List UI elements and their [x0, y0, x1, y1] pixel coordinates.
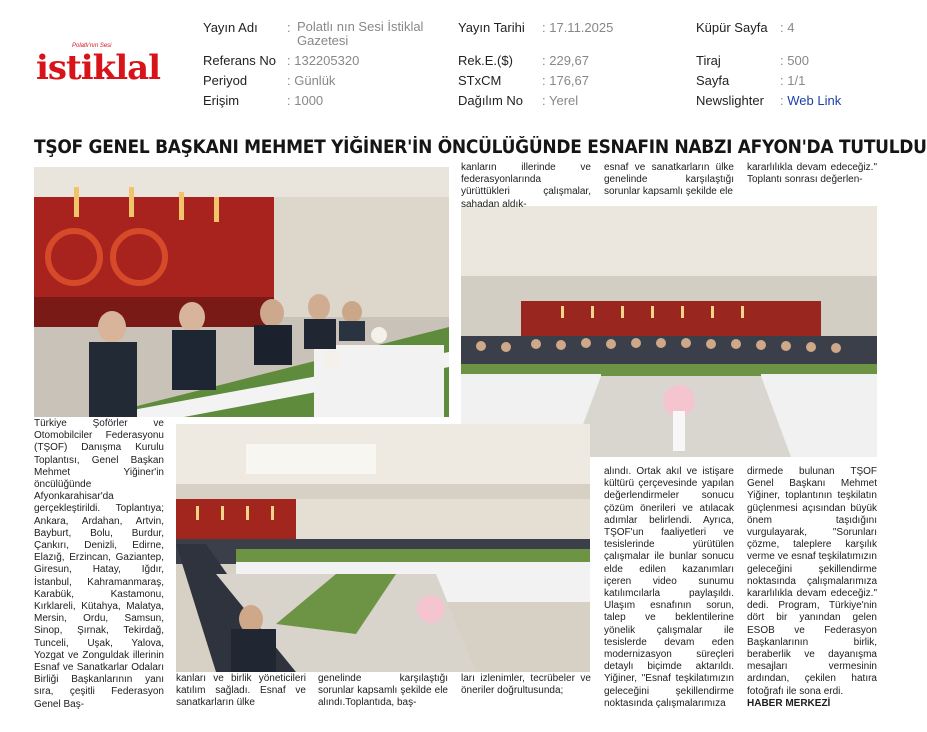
photo-head-table — [34, 167, 449, 417]
periyod-label: Periyod — [203, 73, 248, 88]
article-column-1: Türkiye Şoförler ve Otomobilciler Federasyonu (TŞOF) Danışma Kurulu Toplantısı, Genel Başkan Mehmet Yiğiner'in öncülüğünde Afyonkarahisar'da gerçekleştirildi. Toplantıya; Ankara, Ardahan, Artvin, Bayburt, Bolu, Burdur, Çankırı, Denizli, Edirne, Elazığ, Erzincan, Gaziantep, Giresun, Hatay, Iğdır, İstanbul, Kahramanmaraş, Karabük, Kastamonu, Kırklareli, Kütahya, Malatya, Mersin, Ordu, Samsun, Sinop, Şırnak, Tekirdağ, Tunceli, Uşak, Yalova, Yozgat ve Zonguldak illerinin Esnaf ve Sanatkarlar Odaları Birliği Başkanlarının yanı sıra, çeşitli Federasyon Genel Baş- — [34, 418, 164, 710]
web-link[interactable]: Web Link — [787, 93, 842, 108]
article-column-5: alındı. Ortak akıl ve istişare kültürü çerçevesinde yapılan değerlendirmeler sonucu çözüm önerileri ve atılacak adımlar belirlendi. Ayrıca, TŞOF'un faaliyetleri ve tesislerinde yürütülen çalışmalar ile bunlar sonucu elde edilen kazanımları içeren video sunumu katılımcılarla paylaşıldı. Ulaşım esnafının sorun, talep ve beklentilerine yönelik çalışmalar ile tesislerde devam eden modernizasyon süreçleri detaylı biçimde aktarıldı. Yiğiner, "Esnaf teşkilatımızın geleceğini şekillendirme noktasında çalışmalarımıza — [604, 466, 734, 709]
article-column-3-bottom: genelinde karşılaştığı sorunlar kapsamlı şekilde ele alındı.Toplantıda, baş- — [318, 673, 448, 709]
stxcm-label: STxCM — [458, 73, 502, 88]
tiraj-value: 500 — [787, 53, 809, 68]
article-headline: TŞOF GENEL BAŞKANI MEHMET YİĞİNER'İN ÖNCÜLÜĞÜNDE ESNAFIN NABZI AFYON'DA TUTULDU — [34, 137, 927, 158]
tiraj-label: Tiraj — [696, 53, 721, 68]
kupur-sayfa-label: Küpür Sayfa — [696, 20, 768, 35]
referans-no-value: 132205320 — [294, 53, 360, 68]
article-column-3-top: esnaf ve sanatkarların ülke genelinde karşılaştığı sorunlar kapsamlı şekilde ele — [604, 162, 734, 198]
rek-e-value: 229,67 — [549, 53, 589, 68]
logo-tagline: Polatlı'nın Sesi — [72, 43, 112, 49]
kupur-sayfa-value: 4 — [787, 20, 795, 35]
stxcm-value: 176,67 — [549, 73, 589, 88]
article-column-2-bottom: kanları ve birlik yöneticileri katılım sağladı. Esnaf ve sanatkarların ülke — [176, 673, 306, 709]
photo-meeting-room — [176, 424, 590, 672]
photo-conference-hall — [461, 206, 877, 457]
logo-wordmark: istiklal — [36, 48, 161, 88]
article-column-6-bottom: dirmede bulunan TŞOF Genel Başkanı Mehmet Yiğiner, toplantının teşkilatın güçlenmesi açısından büyük önem taşıdığını vurgulayarak, "Sorunları çözme, taleplere karşılık verme ve esnaf teşkilatımızın geleceğini şekillendirme noktasında çalışmalarımıza kararlılıkla devam edeceğiz." dedi. Program, Türkiye'nin dört bir yanından gelen ESOB ve Federasyon Başkanlarının birlik, beraberlik ve dayanışma mesajları vermesinin ardından, çekilen hatıra fotoğrafı ile sona erdi. HABER MERKEZİ — [747, 466, 877, 709]
dagilim-no-label: Dağılım No — [458, 93, 524, 108]
yayin-tarihi-label: Yayın Tarihi — [458, 20, 525, 35]
article-column-6-top: kararlılıkla devam edeceğiz." Toplantı sonrası değerlen- — [747, 162, 877, 186]
newslighter-label: Newslighter — [696, 93, 764, 108]
erisim-label: Erişim — [203, 93, 240, 108]
periyod-value: Günlük — [294, 73, 336, 88]
article-column-2-top: kanların illerinde ve federasyonlarında yürüttükleri çalışmalar, sahadan aldık- — [461, 162, 591, 210]
yayin-adi-label: Yayın Adı — [203, 20, 258, 35]
article-byline: HABER MERKEZİ — [747, 697, 831, 709]
rek-e-label: Rek.E.($) — [458, 53, 513, 68]
erisim-value: 1000 — [294, 93, 324, 108]
yayin-adi-value: Polatlı nın Sesi İstiklal Gazetesi — [297, 19, 424, 48]
dagilim-no-value: Yerel — [549, 93, 579, 108]
article-column-4-bottom: ları izlenimler, tecrübeler ve öneriler doğrultusunda; — [461, 673, 591, 697]
yayin-tarihi-value: 17.11.2025 — [549, 20, 614, 35]
referans-no-label: Referans No — [203, 53, 276, 68]
sayfa-value: 1/1 — [787, 73, 806, 88]
sayfa-label: Sayfa — [696, 73, 730, 88]
publication-logo — [36, 42, 168, 92]
